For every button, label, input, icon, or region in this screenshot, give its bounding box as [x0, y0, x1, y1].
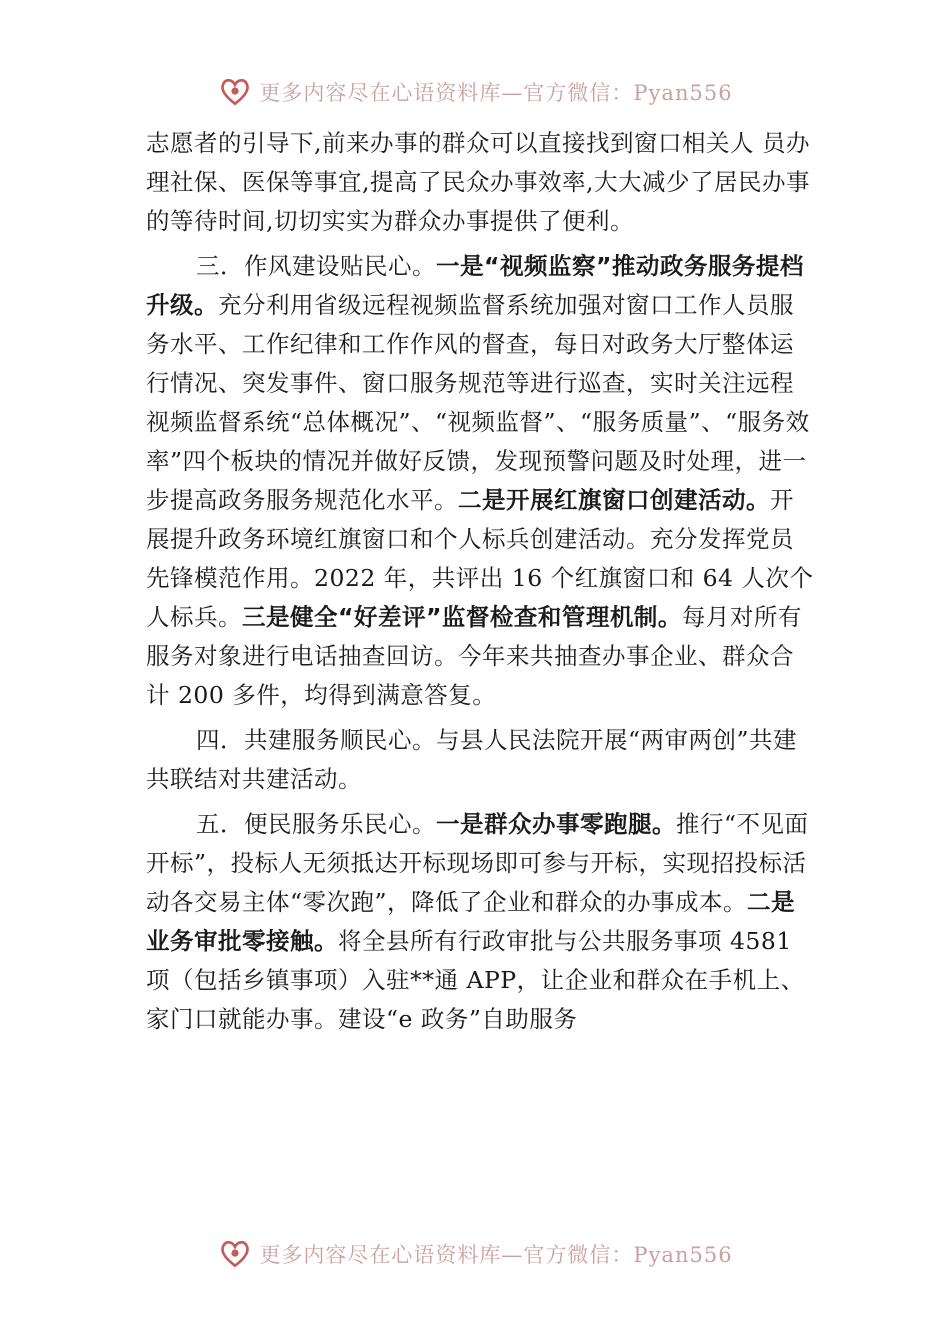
section-3-point-1-title: 一是“视频监察”推动政务服务提档升级。: [146, 252, 804, 319]
section-5-heading: 五．便民服务乐民心。: [196, 810, 436, 838]
paragraph-section-4: [146, 721, 814, 799]
section-3-heading: 三．作风建设贴民心。: [196, 252, 436, 280]
paragraph-intro: 志愿者的引导下,前来办事的群众可以直接找到窗口相关人 员办理社保、医保等事宜,提高了民众办事效率,大大减少了居民办事的等待时间,切切实实为群众办事提供了便利。: [146, 129, 810, 235]
section-5-point-1-text: 推行“不见面开标”，投标人无须抵达开标现场即可参与开标，实现招投标活动各交易主体“零次跑”，降低了企业和群众的办事成本。: [146, 810, 809, 916]
document-body: [146, 124, 814, 1039]
section-3-point-3-title: 三是健全“好差评”监督检查和管理机制。: [242, 603, 682, 631]
section-4-text: 与县人民法院开展“两审两创”共建共联结对共建活动。: [146, 726, 798, 793]
paragraph-section-3: [146, 247, 814, 715]
section-5-point-2-text: 将全县所有行政审批与公共服务事项 4581 项（包括乡镇事项）入驻**通 APP，让企业和群众在手机上、家门口就能办事。建设“e 政务”自助服务: [146, 927, 805, 1033]
heart-logo-icon: [217, 74, 253, 110]
section-5-point-1-title: 一是群众办事零跑腿。: [436, 810, 676, 838]
section-3-point-2-title: 二是开展红旗窗口创建活动。: [458, 486, 770, 514]
section-5-point-2-title: 二是业务审批零接触。: [146, 888, 796, 955]
section-3-point-2-text: 开展提升政务环境红旗窗口和个人标兵创建活动。充分发挥党员先锋模范作用。2022 年，共评出 16 个红旗窗口和 64 人次个人标兵。: [146, 486, 814, 631]
heart-logo-icon: [217, 1236, 253, 1272]
footer-watermark-text: 更多内容尽在心语资料库—官方微信：Pyan556: [259, 1243, 733, 1267]
footer-watermark: [0, 1234, 950, 1274]
paragraph-section-5: [146, 805, 814, 1039]
section-4-heading: 四．共建服务顺民心。: [196, 726, 436, 754]
section-3-point-3-text: 每月对所有服务对象进行电话抽查回访。今年来共抽查办事企业、群众合计 200 多件，均得到满意答复。: [146, 603, 802, 709]
header-watermark-text: 更多内容尽在心语资料库—官方微信：Pyan556: [259, 81, 733, 105]
section-3-point-1-text: 充分利用省级远程视频监督系统加强对窗口工作人员服务水平、工作纪律和工作作风的督查，每日对政务大厅整体运行情况、突发事件、窗口服务规范等进行巡查，实时关注远程视频监督系统“总体概况”、“视频监督”、“服务质量”、“服务效率”四个板块的情况并做好反馈，发现预警问题及时处理，进一步提高政务服务规范化水平。: [146, 291, 810, 514]
header-watermark: [0, 72, 950, 112]
